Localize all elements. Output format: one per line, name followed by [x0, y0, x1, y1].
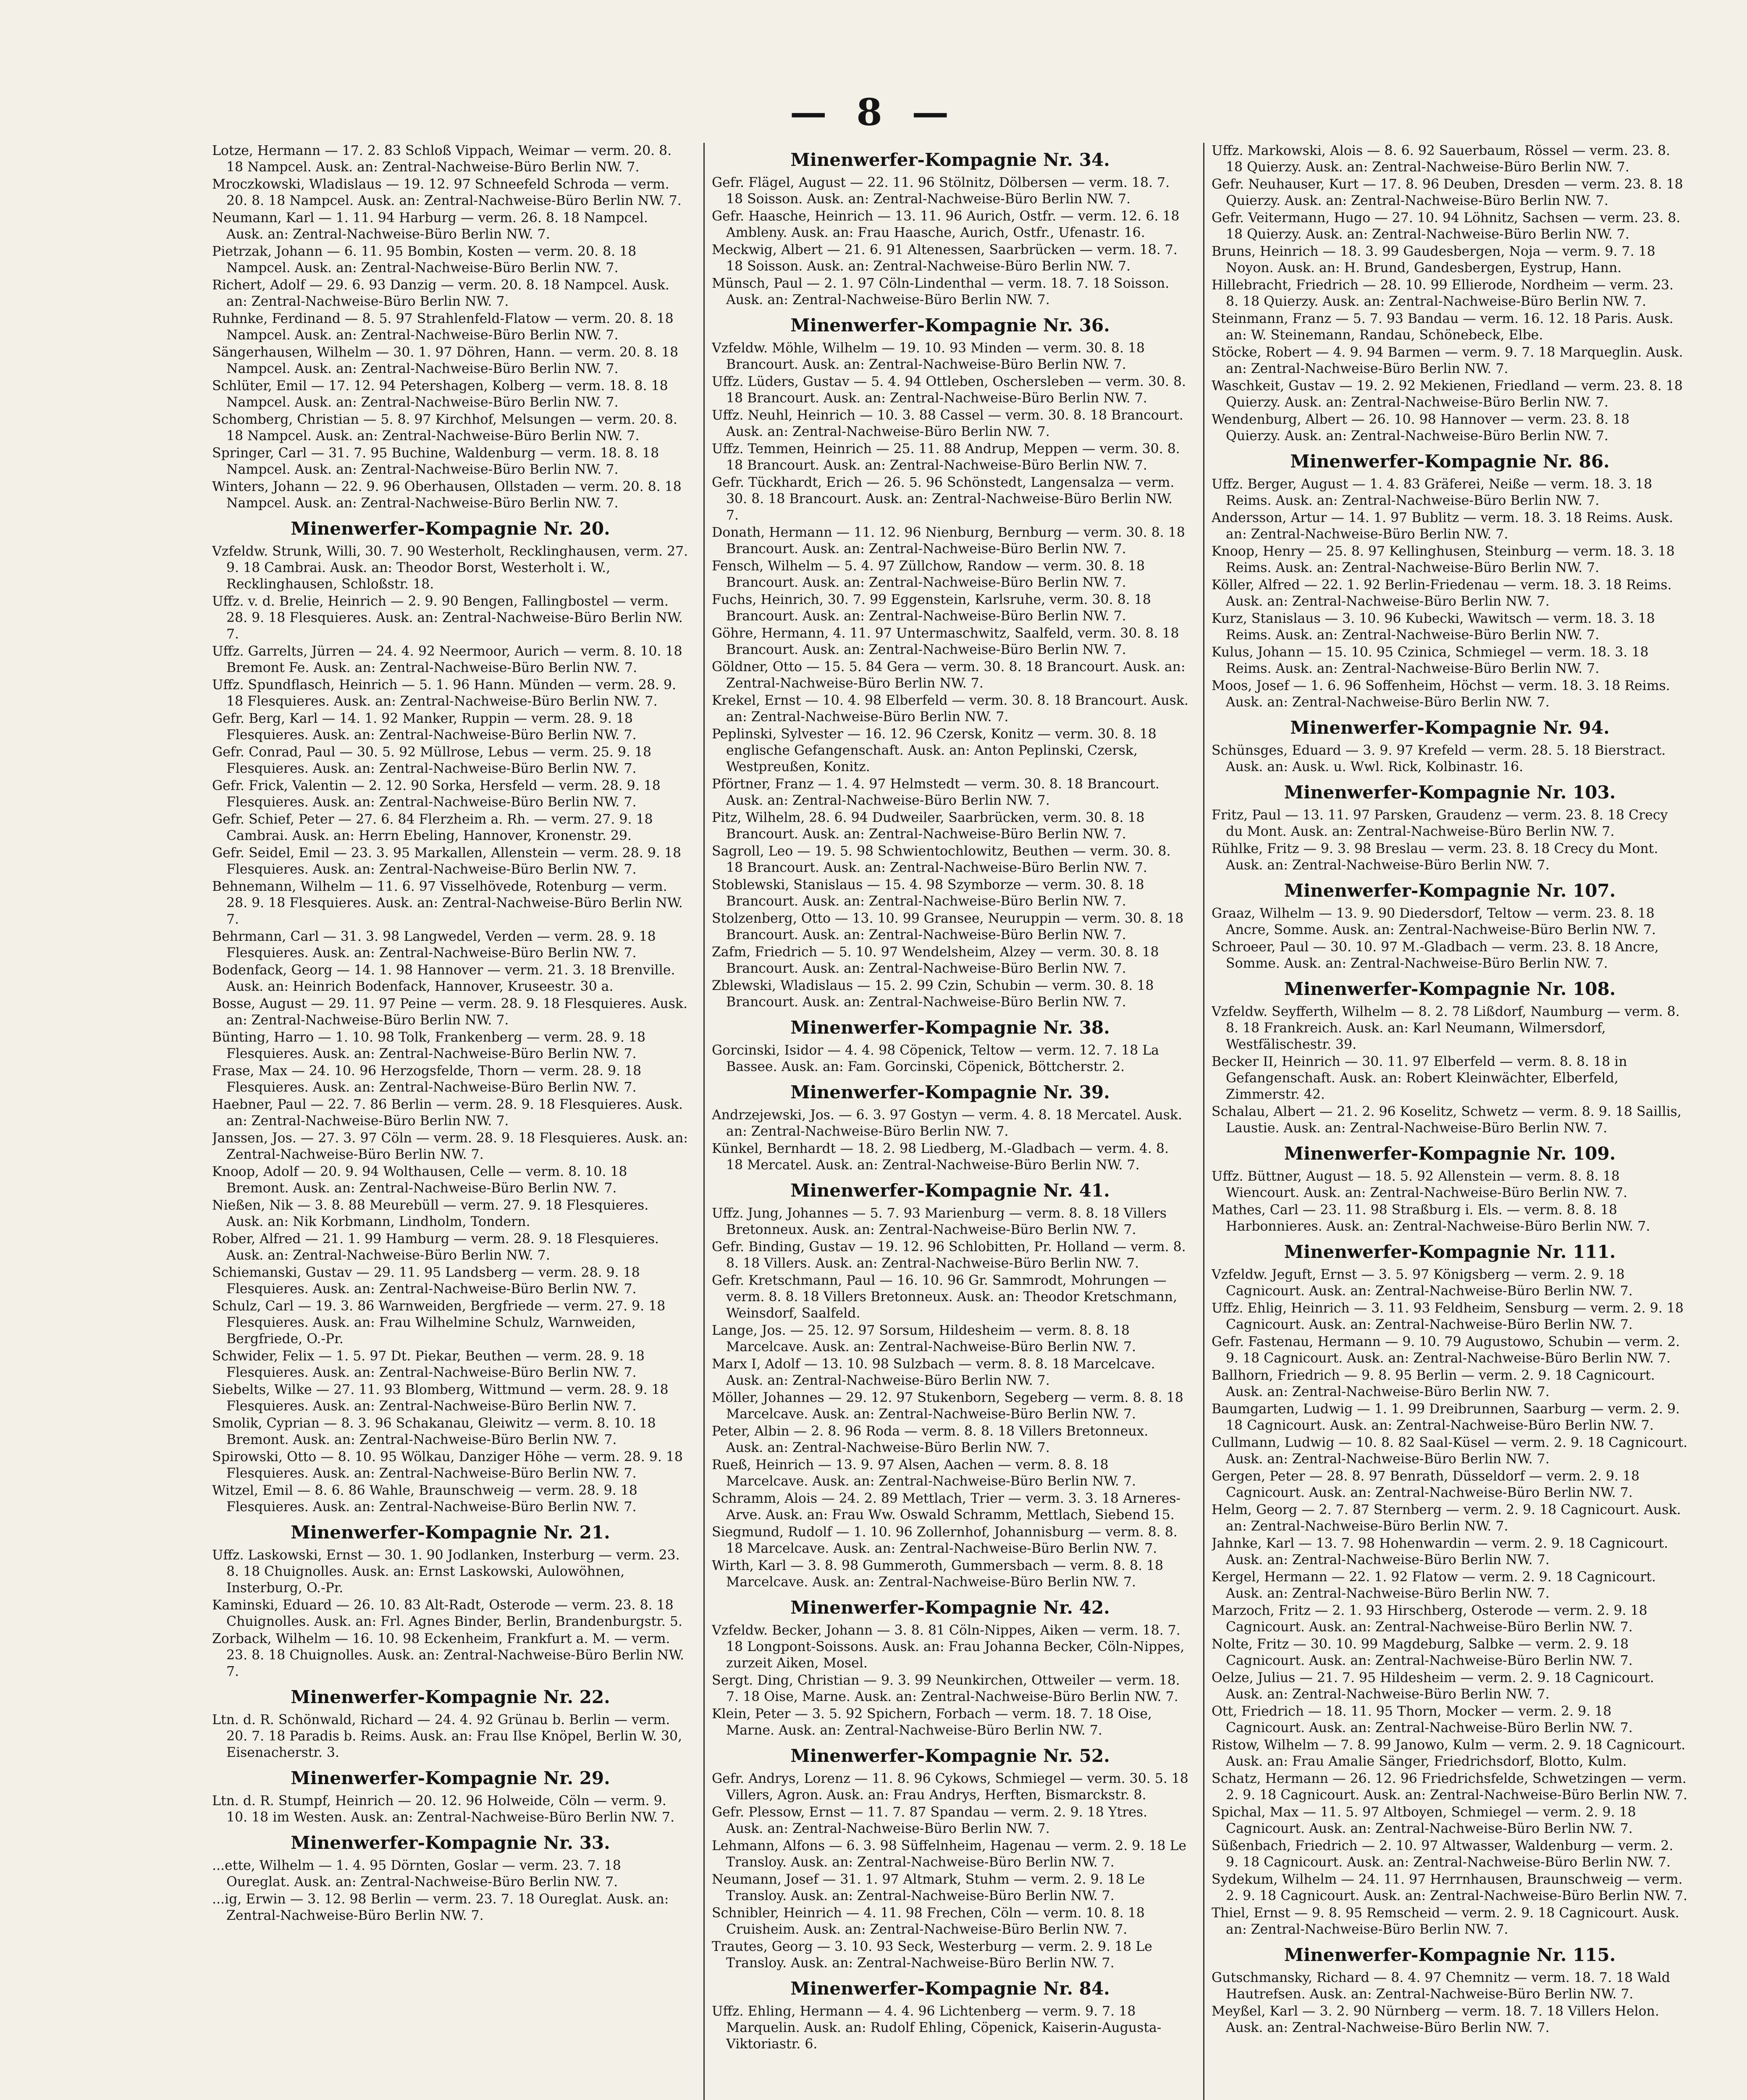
section [212, 517, 689, 1515]
list-item: Rühlke, Fritz — 9. 3. 98 Breslau — verm. 23. 8. 18 Crecy du Mont. Ausk. an: Zentral-Nachweise-Büro Berlin NW. 7. [1212, 841, 1658, 873]
list-item: Münsch, Paul — 2. 1. 97 Cöln-Lindenthal — verm. 18. 7. 18 Soisson. Ausk. an: Zentral-Nachweise-Büro Berlin NW. 7. [712, 276, 1170, 307]
list-item: Schatz, Hermann — 26. 12. 96 Friedrichsfelde, Schwetzingen — verm. 2. 9. 18 Cagnicourt. Ausk. an: Zentral-Nachweise-Büro Berlin NW. 7. [1212, 1771, 1687, 1803]
section [712, 1081, 1188, 1173]
list-item: Stoblewski, Stanislaus — 15. 4. 98 Szymborze — verm. 30. 8. 18 Brancourt. Ausk. an: Zentral-Nachweise-Büro Berlin NW. 7. [712, 877, 1144, 909]
list-item: Bodenfack, Georg — 14. 1. 98 Hannover — verm. 21. 3. 18 Brenville. Ausk. an: Heinrich Bodenfack, Hannover, Kruseestr. 30 a. [212, 963, 675, 994]
section-title: Minenwerfer-Kompagnie Nr. 41. [790, 1180, 1110, 1201]
list-item: Gefr. Binding, Gustav — 19. 12. 96 Schlobitten, Pr. Holland — verm. 8. 8. 18 Villers. Ausk. an: Zentral-Nachweise-Büro Berlin NW. 7. [712, 1239, 1186, 1271]
list-item: Gefr. Haasche, Heinrich — 13. 11. 96 Aurich, Ostfr. — verm. 12. 6. 18 Ambleny. Ausk. an: Frau Haasche, Aurich, Ostfr., Ufenastr. 16. [712, 209, 1180, 240]
list-item: Donath, Hermann — 11. 12. 96 Nienburg, Bernburg — verm. 30. 8. 18 Brancourt. Ausk. an: Zentral-Nachweise-Büro Berlin NW. 7. [712, 525, 1185, 556]
list-item: Krekel, Ernst — 10. 4. 98 Elberfeld — verm. 30. 8. 18 Brancourt. Ausk. an: Zentral-Nachweise-Büro Berlin NW. 7. [712, 693, 1188, 724]
list-item: Uffz. Spundflasch, Heinrich — 5. 1. 96 Hann. Münden — verm. 28. 9. 18 Flesquieres. Ausk. an: Zentral-Nachweise-Büro Berlin NW. 7. [212, 677, 677, 709]
list-item: Süßenbach, Friedrich — 2. 10. 97 Altwasser, Waldenburg — verm. 2. 9. 18 Cagnicourt. Ausk. an: Zentral-Nachweise-Büro Berlin NW. 7. [1212, 1838, 1674, 1870]
list-item: Wirth, Karl — 3. 8. 98 Gummeroth, Gummersbach — verm. 8. 8. 18 Marcelcave. Ausk. an: Zentral-Nachweise-Büro Berlin NW. 7. [712, 1558, 1164, 1590]
section [712, 1016, 1188, 1075]
list-item: Schomberg, Christian — 5. 8. 97 Kirchhof, Melsungen — verm. 20. 8. 18 Nampcel. Ausk. an: Zentral-Nachweise-Büro Berlin NW. 7. [212, 412, 677, 444]
list-item: Vzfeldw. Strunk, Willi, 30. 7. 90 Westerholt, Recklinghausen, verm. 27. 9. 18 Cambrai. Ausk. an: Theodor Borst, Westerholt i. W., Recklinghausen, Schloßstr. 18. [212, 544, 688, 592]
list-item: Uffz. Neuhl, Heinrich — 10. 3. 88 Cassel — verm. 30. 8. 18 Brancourt. Ausk. an: Zentral-Nachweise-Büro Berlin NW. 7. [712, 408, 1183, 439]
column-divider [703, 143, 705, 2100]
section [1212, 781, 1688, 874]
list-item: Zafm, Friedrich — 5. 10. 97 Wendelsheim, Alzey — verm. 30. 8. 18 Brancourt. Ausk. an: Zentral-Nachweise-Büro Berlin NW. 7. [712, 945, 1159, 976]
list-item: Graaz, Wilhelm — 13. 9. 90 Diedersdorf, Teltow — verm. 23. 8. 18 Ancre, Somme. Ausk. an: Zentral-Nachweise-Büro Berlin NW. 7. [1212, 906, 1656, 937]
section-title: Minenwerfer-Kompagnie Nr. 86. [1290, 451, 1610, 472]
list-item: Andrzejewski, Jos. — 6. 3. 97 Gostyn — verm. 4. 8. 18 Mercatel. Ausk. an: Zentral-Nachweise-Büro Berlin NW. 7. [712, 1108, 1183, 1139]
section-title: Minenwerfer-Kompagnie Nr. 52. [790, 1746, 1110, 1766]
list-item: Cullmann, Ludwig — 10. 8. 82 Saal-Küsel — verm. 2. 9. 18 Cagnicourt. Ausk. an: Zentral-Nachweise-Büro Berlin NW. 7. [1212, 1435, 1688, 1467]
list-item: Fuchs, Heinrich, 30. 7. 99 Eggenstein, Karlsruhe, verm. 30. 8. 18 Brancourt. Ausk. an: Zentral-Nachweise-Büro Berlin NW. 7. [712, 592, 1151, 624]
list-item: Winters, Johann — 22. 9. 96 Oberhausen, Ollstaden — verm. 20. 8. 18 Nampcel. Ausk. an: Zentral-Nachweise-Büro Berlin NW. 7. [212, 479, 682, 511]
list-item: Vzfeldw. Jeguft, Ernst — 3. 5. 97 Königsberg — verm. 2. 9. 18 Cagnicourt. Ausk. an: Zentral-Nachweise-Büro Berlin NW. 7. [1212, 1267, 1633, 1299]
list-item: Becker II, Heinrich — 30. 11. 97 Elberfeld — verm. 8. 8. 18 in Gefangenschaft. Ausk. an: Robert Kleinwächter, Elberfeld, Zimmerstr. 42. [1212, 1054, 1627, 1102]
list-item: Spichal, Max — 11. 5. 97 Altboyen, Schmiegel — verm. 2. 9. 18 Cagnicourt. Ausk. an: Zentral-Nachweise-Büro Berlin NW. 7. [1212, 1805, 1636, 1836]
list-item: Stolzenberg, Otto — 13. 10. 99 Gransee, Neuruppin — verm. 30. 8. 18 Brancourt. Ausk. an: Zentral-Nachweise-Büro Berlin NW. 7. [712, 911, 1184, 942]
list-item: Witzel, Emil — 8. 6. 86 Wahle, Braunschweig — verm. 28. 9. 18 Flesquieres. Ausk. an: Zentral-Nachweise-Büro Berlin NW. 7. [212, 1483, 637, 1515]
list-item: Bosse, August — 29. 11. 97 Peine — verm. 28. 9. 18 Flesquieres. Ausk. an: Zentral-Nachweise-Büro Berlin NW. 7. [212, 996, 687, 1028]
list-item: Gorcinski, Isidor — 4. 4. 98 Cöpenick, Teltow — verm. 12. 7. 18 La Bassee. Ausk. an: Fam. Gorcinski, Cöpenick, Böttcherstr. 2. [712, 1043, 1159, 1074]
section [712, 1977, 1188, 2053]
list-item: Gefr. Conrad, Paul — 30. 5. 92 Müllrose, Lebus — verm. 25. 9. 18 Flesquieres. Ausk. an: Zentral-Nachweise-Büro Berlin NW. 7. [212, 745, 652, 776]
list-item: Jahnke, Karl — 13. 7. 98 Hohenwardin — verm. 2. 9. 18 Cagnicourt. Ausk. an: Zentral-Nachweise-Büro Berlin NW. 7. [1212, 1536, 1668, 1567]
list-item: Gefr. Tückhardt, Erich — 26. 5. 96 Schönstedt, Langensalza — verm. 30. 8. 18 Brancourt. Ausk. an: Zentral-Nachweise-Büro Berlin NW. 7. [712, 475, 1175, 523]
list-item: Schroeer, Paul — 30. 10. 97 M.-Gladbach — verm. 23. 8. 18 Ancre, Somme. Ausk. an: Zentral-Nachweise-Büro Berlin NW. 7. [1212, 940, 1659, 971]
section-title: Minenwerfer-Kompagnie Nr. 20. [291, 518, 610, 539]
list-item: Sergt. Ding, Christian — 9. 3. 99 Neunkirchen, Ottweiler — verm. 18. 7. 18 Oise, Marne. Ausk. an: Zentral-Nachweise-Büro Berlin NW. 7. [712, 1673, 1180, 1704]
list-item: Schalau, Albert — 21. 2. 96 Koselitz, Schwetz — verm. 8. 9. 18 Saillis, Laustie. Ausk. an: Zentral-Nachweise-Büro Berlin NW. 7. [1212, 1104, 1681, 1136]
list-item: Frase, Max — 24. 10. 96 Herzogsfelde, Thorn — verm. 28. 9. 18 Flesquieres. Ausk. an: Zentral-Nachweise-Büro Berlin NW. 7. [212, 1063, 642, 1095]
list-item: Pietrzak, Johann — 6. 11. 95 Bombin, Kosten — verm. 20. 8. 18 Nampcel. Ausk. an: Zentral-Nachweise-Büro Berlin NW. 7. [212, 244, 637, 276]
list-item: Neumann, Josef — 31. 1. 97 Altmark, Stuhm — verm. 2. 9. 18 Le Transloy. Ausk. an: Zentral-Nachweise-Büro Berlin NW. 7. [712, 1872, 1145, 1903]
list-item: Uffz. Garrelts, Jürren — 24. 4. 92 Neermoor, Aurich — verm. 8. 10. 18 Bremont Fe. Ausk. an: Zentral-Nachweise-Büro Berlin NW. 7. [212, 644, 682, 675]
list-item: Oelze, Julius — 21. 7. 95 Hildesheim — verm. 2. 9. 18 Cagnicourt. Ausk. an: Zentral-Nachweise-Büro Berlin NW. 7. [1212, 1670, 1654, 1702]
list-item: Uffz. Markowski, Alois — 8. 6. 92 Sauerbaum, Rössel — verm. 23. 8. 18 Quierzy. Ausk. an: Zentral-Nachweise-Büro Berlin NW. 7. [1212, 143, 1671, 175]
page-header: — 8 — [790, 90, 957, 134]
list-item: Schlüter, Emil — 17. 12. 94 Petershagen, Kolberg — verm. 18. 8. 18 Nampcel. Ausk. an: Zentral-Nachweise-Büro Berlin NW. 7. [212, 378, 668, 410]
section-title: Minenwerfer-Kompagnie Nr. 39. [790, 1082, 1110, 1102]
section [212, 1686, 689, 1761]
section [1212, 450, 1688, 711]
column-2 [712, 143, 1188, 2100]
list-item: Fritz, Paul — 13. 11. 97 Parsken, Graudenz — verm. 23. 8. 18 Crecy du Mont. Ausk. an: Zentral-Nachweise-Büro Berlin NW. 7. [1212, 808, 1668, 839]
list-item: Uffz. v. d. Brelie, Heinrich — 2. 9. 90 Bengen, Fallingbostel — verm. 28. 9. 18 Flesquieres. Ausk. an: Zentral-Nachweise-Büro Berlin NW. 7. [212, 594, 683, 642]
list-item: Gefr. Kretschmann, Paul — 16. 10. 96 Gr. Sammrodt, Mohrungen — verm. 8. 8. 18 Villers Bretonneux. Ausk. an: Theodor Kretschmann, Weinsdorf, Saalfeld. [712, 1273, 1178, 1321]
list-item: Nießen, Nik — 3. 8. 88 Meurebüll — verm. 27. 9. 18 Flesquieres. Ausk. an: Nik Korbmann, Lindholm, Tondern. [212, 1198, 649, 1229]
list-item: ...ig, Erwin — 3. 12. 98 Berlin — verm. 23. 7. 18 Oureglat. Ausk. an: Zentral-Nachweise-Büro Berlin NW. 7. [212, 1892, 669, 1923]
list-item: Gefr. Andrys, Lorenz — 11. 8. 96 Cykows, Schmiegel — verm. 30. 5. 18 Villers, Agron. Ausk. an: Frau Andrys, Herften, Bismarckstr. 8. [712, 1771, 1188, 1803]
list-item: Ristow, Wilhelm — 7. 8. 99 Janowo, Kulm — verm. 2. 9. 18 Cagnicourt. Ausk. an: Frau Amalie Sänger, Friedrichsdorf, Blotto, Kulm. [1212, 1738, 1686, 1769]
list-item: Zblewski, Wladislaus — 15. 2. 99 Czin, Schubin — verm. 30. 8. 18 Brancourt. Ausk. an: Zentral-Nachweise-Büro Berlin NW. 7. [712, 978, 1154, 1010]
list-item: Andersson, Artur — 14. 1. 97 Bublitz — verm. 18. 3. 18 Reims. Ausk. an: Zentral-Nachweise-Büro Berlin NW. 7. [1212, 510, 1674, 542]
section-title: Minenwerfer-Kompagnie Nr. 108. [1284, 979, 1616, 999]
list-item: Kaminski, Eduard — 26. 10. 83 Alt-Radt, Osterode — verm. 23. 8. 18 Chuignolles. Ausk. an: Frl. Agnes Binder, Berlin, Brandenburgstr. 5. [212, 1598, 682, 1629]
section [712, 1179, 1188, 1591]
list-item: Smolik, Cyprian — 8. 3. 96 Schakanau, Gleiwitz — verm. 8. 10. 18 Bremont. Ausk. an: Zentral-Nachweise-Büro Berlin NW. 7. [212, 1416, 656, 1447]
section-title: Minenwerfer-Kompagnie Nr. 42. [790, 1597, 1110, 1618]
list-item: Schünsges, Eduard — 3. 9. 97 Krefeld — verm. 28. 5. 18 Bierstract. Ausk. an: Ausk. u. Wwl. Rick, Kolbinastr. 16. [1212, 743, 1666, 774]
list-item: Vzfeldw. Seyfferth, Wilhelm — 8. 2. 78 Lißdorf, Naumburg — verm. 8. 8. 18 Frankreich. Ausk. an: Karl Neumann, Wilmersdorf, Westfälischestr. 39. [1212, 1004, 1680, 1052]
section-title: Minenwerfer-Kompagnie Nr. 109. [1284, 1143, 1616, 1164]
list-item: Gefr. Seidel, Emil — 23. 3. 95 Markallen, Allenstein — verm. 28. 9. 18 Flesquieres. Ausk. an: Zentral-Nachweise-Büro Berlin NW. 7. [212, 845, 681, 877]
section [212, 143, 689, 512]
list-item: ...ette, Wilhelm — 1. 4. 95 Dörnten, Goslar — verm. 23. 7. 18 Oureglat. Ausk. an: Zentral-Nachweise-Büro Berlin NW. 7. [212, 1858, 621, 1890]
section-title: Minenwerfer-Kompagnie Nr. 84. [790, 1978, 1110, 1999]
section [1212, 1142, 1688, 1235]
list-item: Marzoch, Fritz — 2. 1. 93 Hirschberg, Osterode — verm. 2. 9. 18 Cagnicourt. Ausk. an: Zentral-Nachweise-Büro Berlin NW. 7. [1212, 1603, 1647, 1635]
section-title: Minenwerfer-Kompagnie Nr. 29. [291, 1768, 610, 1788]
list-item: Peplinski, Sylvester — 16. 12. 96 Czersk, Konitz — verm. 30. 8. 18 englische Gefangenschaft. Ausk. an: Anton Peplinski, Czersk, Westpreußen, Konitz. [712, 727, 1157, 774]
list-item: Janssen, Jos. — 27. 3. 97 Cöln — verm. 28. 9. 18 Flesquieres. Ausk. an: Zentral-Nachweise-Büro Berlin NW. 7. [212, 1131, 688, 1162]
list-item: Vzfeldw. Möhle, Wilhelm — 19. 10. 93 Minden — verm. 30. 8. 18 Brancourt. Ausk. an: Zentral-Nachweise-Büro Berlin NW. 7. [712, 341, 1145, 372]
list-item: Gutschmansky, Richard — 8. 4. 97 Chemnitz — verm. 18. 7. 18 Wald Hautrefsen. Ausk. an: Zentral-Nachweise-Büro Berlin NW. 7. [1212, 1970, 1670, 2002]
section [1212, 1944, 1688, 2036]
section-title: Minenwerfer-Kompagnie Nr. 115. [1284, 1945, 1616, 1965]
list-item: Lange, Jos. — 25. 12. 97 Sorsum, Hildesheim — verm. 8. 8. 18 Marcelcave. Ausk. an: Zentral-Nachweise-Büro Berlin NW. 7. [712, 1323, 1136, 1354]
list-item: Gefr. Frick, Valentin — 2. 12. 90 Sorka, Hersfeld — verm. 28. 9. 18 Flesquieres. Ausk. an: Zentral-Nachweise-Büro Berlin NW. 7. [212, 778, 661, 810]
column-divider [1203, 143, 1204, 2100]
list-item: Ruhnke, Ferdinand — 8. 5. 97 Strahlenfeld-Flatow — verm. 20. 8. 18 Nampcel. Ausk. an: Zentral-Nachweise-Büro Berlin NW. 7. [212, 311, 674, 343]
list-item: Ott, Friedrich — 18. 11. 95 Thorn, Mocker — verm. 2. 9. 18 Cagnicourt. Ausk. an: Zentral-Nachweise-Büro Berlin NW. 7. [1212, 1704, 1633, 1735]
list-item: Pförtner, Franz — 1. 4. 97 Helmstedt — verm. 30. 8. 18 Brancourt. Ausk. an: Zentral-Nachweise-Büro Berlin NW. 7. [712, 777, 1159, 808]
list-item: Springer, Carl — 31. 7. 95 Buchine, Waldenburg — verm. 18. 8. 18 Nampcel. Ausk. an: Zentral-Nachweise-Büro Berlin NW. 7. [212, 446, 659, 477]
list-item: Schramm, Alois — 24. 2. 89 Mettlach, Trier — verm. 3. 3. 18 Arneres-Arve. Ausk. an: Frau Ww. Oswald Schramm, Mettlach, Siebend 15. [712, 1491, 1181, 1522]
list-item: Stöcke, Robert — 4. 9. 94 Barmen — verm. 9. 7. 18 Marqueglin. Ausk. an: Zentral-Nachweise-Büro Berlin NW. 7. [1212, 345, 1683, 376]
list-item: Meckwig, Albert — 21. 6. 91 Altenessen, Saarbrücken — verm. 18. 7. 18 Soisson. Ausk. an: Zentral-Nachweise-Büro Berlin NW. 7. [712, 242, 1178, 274]
list-item: Uffz. Ehling, Hermann — 4. 4. 96 Lichtenberg — verm. 9. 7. 18 Marquelin. Ausk. an: Rudolf Ehling, Cöpenick, Kaiserin-Augusta-Viktoriastr. 6. [712, 2004, 1162, 2052]
list-item: Sängerhausen, Wilhelm — 30. 1. 97 Döhren, Hann. — verm. 20. 8. 18 Nampcel. Ausk. an: Zentral-Nachweise-Büro Berlin NW. 7. [212, 345, 679, 376]
section-title: Minenwerfer-Kompagnie Nr. 38. [790, 1017, 1110, 1038]
section [712, 1596, 1188, 1739]
section [212, 1767, 689, 1826]
list-item: Ltn. d. R. Stumpf, Heinrich — 20. 12. 96 Holweide, Cöln — verm. 9. 10. 18 im Westen. Ausk. an: Zentral-Nachweise-Büro Berlin NW. 7. [212, 1793, 675, 1825]
list-item: Trautes, Georg — 3. 10. 93 Seck, Westerburg — verm. 2. 9. 18 Le Transloy. Ausk. an: Zentral-Nachweise-Büro Berlin NW. 7. [712, 1939, 1152, 1971]
section-title: Minenwerfer-Kompagnie Nr. 36. [790, 315, 1110, 336]
list-item: Hillebracht, Friedrich — 28. 10. 99 Ellierode, Nordheim — verm. 23. 8. 18 Quierzy. Ausk. an: Zentral-Nachweise-Büro Berlin NW. 7. [1212, 278, 1674, 309]
list-item: Göhre, Hermann, 4. 11. 97 Untermaschwitz, Saalfeld, verm. 30. 8. 18 Brancourt. Ausk. an: Zentral-Nachweise-Büro Berlin NW. 7. [712, 626, 1179, 657]
list-item: Helm, Georg — 2. 7. 87 Sternberg — verm. 2. 9. 18 Cagnicourt. Ausk. an: Zentral-Nachweise-Büro Berlin NW. 7. [1212, 1502, 1681, 1534]
list-item: Nolte, Fritz — 30. 10. 99 Magdeburg, Salbke — verm. 2. 9. 18 Cagnicourt. Ausk. an: Zentral-Nachweise-Büro Berlin NW. 7. [1212, 1637, 1633, 1668]
list-item: Baumgarten, Ludwig — 1. 1. 99 Dreibrunnen, Saarburg — verm. 2. 9. 18 Cagnicourt. Ausk. an: Zentral-Nachweise-Büro Berlin NW. 7. [1212, 1402, 1680, 1433]
section-title: Minenwerfer-Kompagnie Nr. 34. [790, 150, 1110, 170]
list-item: Schnibler, Heinrich — 4. 11. 98 Frechen, Cöln — verm. 10. 8. 18 Cruisheim. Ausk. an: Zentral-Nachweise-Büro Berlin NW. 7. [712, 1906, 1145, 1937]
column-1 [212, 143, 689, 2100]
list-item: Gefr. Berg, Karl — 14. 1. 92 Manker, Ruppin — verm. 28. 9. 18 Flesquieres. Ausk. an: Zentral-Nachweise-Büro Berlin NW. 7. [212, 711, 637, 743]
list-item: Gefr. Veitermann, Hugo — 27. 10. 94 Löhnitz, Sachsen — verm. 23. 8. 18 Quierzy. Ausk. an: Zentral-Nachweise-Büro Berlin NW. 7. [1212, 210, 1681, 242]
section [712, 149, 1188, 308]
list-item: Gefr. Neuhauser, Kurt — 17. 8. 96 Deuben, Dresden — verm. 23. 8. 18 Quierzy. Ausk. an: Zentral-Nachweise-Büro Berlin NW. 7. [1212, 177, 1683, 208]
list-item: Mathes, Carl — 23. 11. 98 Straßburg i. Els. — verm. 8. 8. 18 Harbonnieres. Ausk. an: Zentral-Nachweise-Büro Berlin NW. 7. [1212, 1202, 1650, 1234]
list-item: Steinmann, Franz — 5. 7. 93 Bandau — verm. 16. 12. 18 Paris. Ausk. an: W. Steinemann, Randau, Schönebeck, Elbe. [1212, 311, 1674, 343]
list-item: Klein, Peter — 3. 5. 92 Spichern, Forbach — verm. 18. 7. 18 Oise, Marne. Ausk. an: Zentral-Nachweise-Büro Berlin NW. 7. [712, 1706, 1152, 1738]
section-title: Minenwerfer-Kompagnie Nr. 103. [1284, 782, 1616, 803]
list-item: Vzfeldw. Becker, Johann — 3. 8. 81 Cöln-Nippes, Aiken — verm. 18. 7. 18 Longpont-Soissons. Ausk. an: Frau Johanna Becker, Cöln-Nippes, zurzeit Aiken, Mosel. [712, 1623, 1185, 1671]
list-item: Uffz. Lüders, Gustav — 5. 4. 94 Ottleben, Oschersleben — verm. 30. 8. 18 Brancourt. Ausk. an: Zentral-Nachweise-Büro Berlin NW. 7. [712, 374, 1186, 406]
list-item: Uffz. Temmen, Heinrich — 25. 11. 88 Andrup, Meppen — verm. 30. 8. 18 Brancourt. Ausk. an: Zentral-Nachweise-Büro Berlin NW. 7. [712, 441, 1180, 473]
section-title: Minenwerfer-Kompagnie Nr. 22. [291, 1687, 610, 1707]
list-item: Marx I, Adolf — 13. 10. 98 Sulzbach — verm. 8. 8. 18 Marcelcave. Ausk. an: Zentral-Nachweise-Büro Berlin NW. 7. [712, 1357, 1155, 1388]
list-item: Köller, Alfred — 22. 1. 92 Berlin-Friedenau — verm. 18. 3. 18 Reims. Ausk. an: Zentral-Nachweise-Büro Berlin NW. 7. [1212, 578, 1672, 609]
list-item: Siebelts, Wilke — 27. 11. 93 Blomberg, Wittmund — verm. 28. 9. 18 Flesquieres. Ausk. an: Zentral-Nachweise-Büro Berlin NW. 7. [212, 1382, 669, 1414]
section [1212, 143, 1688, 444]
section-title: Minenwerfer-Kompagnie Nr. 21. [291, 1522, 610, 1543]
list-item: Neumann, Karl — 1. 11. 94 Harburg — verm. 26. 8. 18 Nampcel. Ausk. an: Zentral-Nachweise-Büro Berlin NW. 7. [212, 210, 648, 242]
section [712, 1745, 1188, 1971]
list-item: Schulz, Carl — 19. 3. 86 Warnweiden, Bergfriede — verm. 27. 9. 18 Flesquieres. Ausk. an: Frau Wilhelmine Schulz, Warnweiden, Bergfriede, O.-Pr. [212, 1299, 666, 1347]
list-item: Uffz. Büttner, August — 18. 5. 92 Allenstein — verm. 8. 8. 18 Wiencourt. Ausk. an: Zentral-Nachweise-Büro Berlin NW. 7. [1212, 1169, 1628, 1200]
list-item: Göldner, Otto — 15. 5. 84 Gera — verm. 30. 8. 18 Brancourt. Ausk. an: Zentral-Nachweise-Büro Berlin NW. 7. [712, 659, 1186, 691]
list-item: Gefr. Fastenau, Hermann — 9. 10. 79 Augustowo, Schubin — verm. 2. 9. 18 Cagnicourt. Ausk. an: Zentral-Nachweise-Büro Berlin NW. 7. [1212, 1334, 1680, 1366]
section [1212, 717, 1688, 775]
section [212, 1832, 689, 1924]
list-item: Rober, Alfred — 21. 1. 99 Hamburg — verm. 28. 9. 18 Flesquieres. Ausk. an: Zentral-Nachweise-Büro Berlin NW. 7. [212, 1231, 659, 1263]
list-item: Moos, Josef — 1. 6. 96 Soffenheim, Höchst — verm. 18. 3. 18 Reims. Ausk. an: Zentral-Nachweise-Büro Berlin NW. 7. [1212, 678, 1670, 710]
section [212, 1521, 689, 1680]
list-item: Gefr. Plessow, Ernst — 11. 7. 87 Spandau — verm. 2. 9. 18 Ytres. Ausk. an: Zentral-Nachweise-Büro Berlin NW. 7. [712, 1805, 1148, 1836]
list-item: Lotze, Hermann — 17. 2. 83 Schloß Vippach, Weimar — verm. 20. 8. 18 Nampcel. Ausk. an: Zentral-Nachweise-Büro Berlin NW. 7. [212, 143, 672, 175]
list-item: Schiemanski, Gustav — 29. 11. 95 Landsberg — verm. 28. 9. 18 Flesquieres. Ausk. an: Zentral-Nachweise-Büro Berlin NW. 7. [212, 1265, 640, 1297]
list-item: Ballhorn, Friedrich — 9. 8. 95 Berlin — verm. 2. 9. 18 Cagnicourt. Ausk. an: Zentral-Nachweise-Büro Berlin NW. 7. [1212, 1368, 1655, 1399]
section-title: Minenwerfer-Kompagnie Nr. 94. [1290, 717, 1610, 738]
list-item: Knoop, Henry — 25. 8. 97 Kellinghusen, Steinburg — verm. 18. 3. 18 Reims. Ausk. an: Zentral-Nachweise-Büro Berlin NW. 7. [1212, 544, 1675, 575]
list-item: Rueß, Heinrich — 13. 9. 97 Alsen, Aachen — verm. 8. 8. 18 Marcelcave. Ausk. an: Zentral-Nachweise-Büro Berlin NW. 7. [712, 1457, 1136, 1489]
list-item: Zorback, Wilhelm — 16. 10. 98 Eckenheim, Frankfurt a. M. — verm. 23. 8. 18 Chuignolles. Ausk. an: Zentral-Nachweise-Büro Berlin NW. 7. [212, 1631, 685, 1679]
list-item: Möller, Johannes — 29. 12. 97 Stukenborn, Segeberg — verm. 8. 8. 18 Marcelcave. Ausk. an: Zentral-Nachweise-Büro Berlin NW. 7. [712, 1390, 1183, 1422]
list-item: Uffz. Laskowski, Ernst — 30. 1. 90 Jodlanken, Insterburg — verm. 23. 8. 18 Chuignolles. Ausk. an: Ernst Laskowski, Aulowöhnen, Insterburg, O.-Pr. [212, 1548, 680, 1596]
list-item: Gefr. Schief, Peter — 27. 6. 84 Flerzheim a. Rh. — verm. 27. 9. 18 Cambrai. Ausk. an: Herrn Ebeling, Hannover, Kronenstr. 29. [212, 812, 653, 843]
list-item: Pitz, Wilhelm, 28. 6. 94 Dudweiler, Saarbrücken, verm. 30. 8. 18 Brancourt. Ausk. an: Zentral-Nachweise-Büro Berlin NW. 7. [712, 810, 1145, 842]
section [1212, 1241, 1688, 1938]
list-item: Richert, Adolf — 29. 6. 93 Danzig — verm. 20. 8. 18 Nampcel. Ausk. an: Zentral-Nachweise-Büro Berlin NW. 7. [212, 278, 669, 309]
list-item: Uffz. Berger, August — 1. 4. 83 Gräferei, Neiße — verm. 18. 3. 18 Reims. Ausk. an: Zentral-Nachweise-Büro Berlin NW. 7. [1212, 477, 1653, 508]
list-item: Gefr. Flägel, August — 22. 11. 96 Stölnitz, Dölbersen — verm. 18. 7. 18 Soisson. Ausk. an: Zentral-Nachweise-Büro Berlin NW. 7. [712, 175, 1170, 207]
section-title: Minenwerfer-Kompagnie Nr. 33. [291, 1832, 610, 1853]
list-item: Peter, Albin — 2. 8. 96 Roda — verm. 8. 8. 18 Villers Bretonneux. Ausk. an: Zentral-Nachweise-Büro Berlin NW. 7. [712, 1424, 1149, 1455]
section-title: Minenwerfer-Kompagnie Nr. 111. [1284, 1242, 1616, 1262]
list-item: Waschkeit, Gustav — 19. 2. 92 Mekienen, Friedland — verm. 23. 8. 18 Quierzy. Ausk. an: Zentral-Nachweise-Büro Berlin NW. 7. [1212, 378, 1683, 410]
list-item: Meyßel, Karl — 3. 2. 90 Nürnberg — verm. 18. 7. 18 Villers Helon. Ausk. an: Zentral-Nachweise-Büro Berlin NW. 7. [1212, 2004, 1659, 2035]
list-item: Bünting, Harro — 1. 10. 98 Tolk, Frankenberg — verm. 28. 9. 18 Flesquieres. Ausk. an: Zentral-Nachweise-Büro Berlin NW. 7. [212, 1030, 645, 1061]
list-item: Künkel, Bernhardt — 18. 2. 98 Liedberg, M.-Gladbach — verm. 4. 8. 18 Mercatel. Ausk. an: Zentral-Nachweise-Büro Berlin NW. 7. [712, 1141, 1169, 1173]
list-item: Lehmann, Alfons — 6. 3. 98 Süffelnheim, Hagenau — verm. 2. 9. 18 Le Transloy. Ausk. an: Zentral-Nachweise-Büro Berlin NW. 7. [712, 1838, 1187, 1870]
list-item: Mroczkowski, Wladislaus — 19. 12. 97 Schneefeld Schroda — verm. 20. 8. 18 Nampcel. Ausk. an: Zentral-Nachweise-Büro Berlin NW. 7. [212, 177, 682, 208]
list-item: Behrmann, Carl — 31. 3. 98 Langwedel, Verden — verm. 28. 9. 18 Flesquieres. Ausk. an: Zentral-Nachweise-Büro Berlin NW. 7. [212, 929, 656, 961]
list-item: Uffz. Ehlig, Heinrich — 3. 11. 93 Feldheim, Sensburg — verm. 2. 9. 18 Cagnicourt. Ausk. an: Zentral-Nachweise-Büro Berlin NW. 7. [1212, 1301, 1684, 1332]
list-item: Kurz, Stanislaus — 3. 10. 96 Kubecki, Wawitsch — verm. 18. 3. 18 Reims. Ausk. an: Zentral-Nachweise-Büro Berlin NW. 7. [1212, 611, 1655, 643]
list-item: Fensch, Wilhelm — 5. 4. 97 Züllchow, Randow — verm. 30. 8. 18 Brancourt. Ausk. an: Zentral-Nachweise-Büro Berlin NW. 7. [712, 559, 1145, 590]
section-title: Minenwerfer-Kompagnie Nr. 107. [1284, 880, 1616, 901]
list-item: Sagroll, Leo — 19. 5. 98 Schwientochlowitz, Beuthen — verm. 30. 8. 18 Brancourt. Ausk. an: Zentral-Nachweise-Büro Berlin NW. 7. [712, 844, 1171, 875]
list-item: Sydekum, Wilhelm — 24. 11. 97 Herrnhausen, Braunschweig — verm. 2. 9. 18 Cagnicourt. Ausk. an: Zentral-Nachweise-Büro Berlin NW. 7. [1212, 1872, 1687, 1903]
list-item: Schwider, Felix — 1. 5. 97 Dt. Piekar, Beuthen — verm. 28. 9. 18 Flesquieres. Ausk. an: Zentral-Nachweise-Büro Berlin NW. 7. [212, 1349, 645, 1380]
list-item: Wendenburg, Albert — 26. 10. 98 Hannover — verm. 23. 8. 18 Quierzy. Ausk. an: Zentral-Nachweise-Büro Berlin NW. 7. [1212, 412, 1630, 444]
list-item: Siegmund, Rudolf — 1. 10. 96 Zollernhof, Johannisburg — verm. 8. 8. 18 Marcelcave. Ausk. an: Zentral-Nachweise-Büro Berlin NW. 7. [712, 1525, 1178, 1556]
list-item: Kergel, Hermann — 22. 1. 92 Flatow — verm. 2. 9. 18 Cagnicourt. Ausk. an: Zentral-Nachweise-Büro Berlin NW. 7. [1212, 1570, 1656, 1601]
list-item: Thiel, Ernst — 9. 8. 95 Remscheid — verm. 2. 9. 18 Cagnicourt. Ausk. an: Zentral-Nachweise-Büro Berlin NW. 7. [1212, 1906, 1679, 1937]
list-item: Uffz. Jung, Johannes — 5. 7. 93 Marienburg — verm. 8. 8. 18 Villers Bretonneux. Ausk. an: Zentral-Nachweise-Büro Berlin NW. 7. [712, 1206, 1167, 1237]
list-item: Gergen, Peter — 28. 8. 97 Benrath, Düsseldorf — verm. 2. 9. 18 Cagnicourt. Ausk. an: Zentral-Nachweise-Büro Berlin NW. 7. [1212, 1469, 1640, 1500]
list-item: Ltn. d. R. Schönwald, Richard — 24. 4. 92 Grünau b. Berlin — verm. 20. 7. 18 Paradis b. Reims. Ausk. an: Frau Ilse Knöpel, Berlin W. 30, Eisenacherstr. 3. [212, 1712, 682, 1760]
column-3 [1212, 143, 1688, 2100]
list-item: Behnemann, Wilhelm — 11. 6. 97 Visselhövede, Rotenburg — verm. 28. 9. 18 Flesquieres. Ausk. an: Zentral-Nachweise-Büro Berlin NW. 7. [212, 879, 683, 927]
section [1212, 978, 1688, 1137]
list-item: Bruns, Heinrich — 18. 3. 99 Gaudesbergen, Noja — verm. 9. 7. 18 Noyon. Ausk. an: H. Brund, Gandesbergen, Eystrup, Hann. [1212, 244, 1655, 276]
section [712, 314, 1188, 1011]
list-item: Knoop, Adolf — 20. 9. 94 Wolthausen, Celle — verm. 8. 10. 18 Bremont. Ausk. an: Zentral-Nachweise-Büro Berlin NW. 7. [212, 1164, 627, 1196]
list-item: Spirowski, Otto — 8. 10. 95 Wölkau, Danziger Höhe — verm. 28. 9. 18 Flesquieres. Ausk. an: Zentral-Nachweise-Büro Berlin NW. 7. [212, 1449, 683, 1481]
list-item: Haebner, Paul — 22. 7. 86 Berlin — verm. 28. 9. 18 Flesquieres. Ausk. an: Zentral-Nachweise-Büro Berlin NW. 7. [212, 1097, 683, 1129]
list-item: Kulus, Johann — 15. 10. 95 Czinica, Schmiegel — verm. 18. 3. 18 Reims. Ausk. an: Zentral-Nachweise-Büro Berlin NW. 7. [1212, 645, 1649, 676]
section [1212, 879, 1688, 972]
